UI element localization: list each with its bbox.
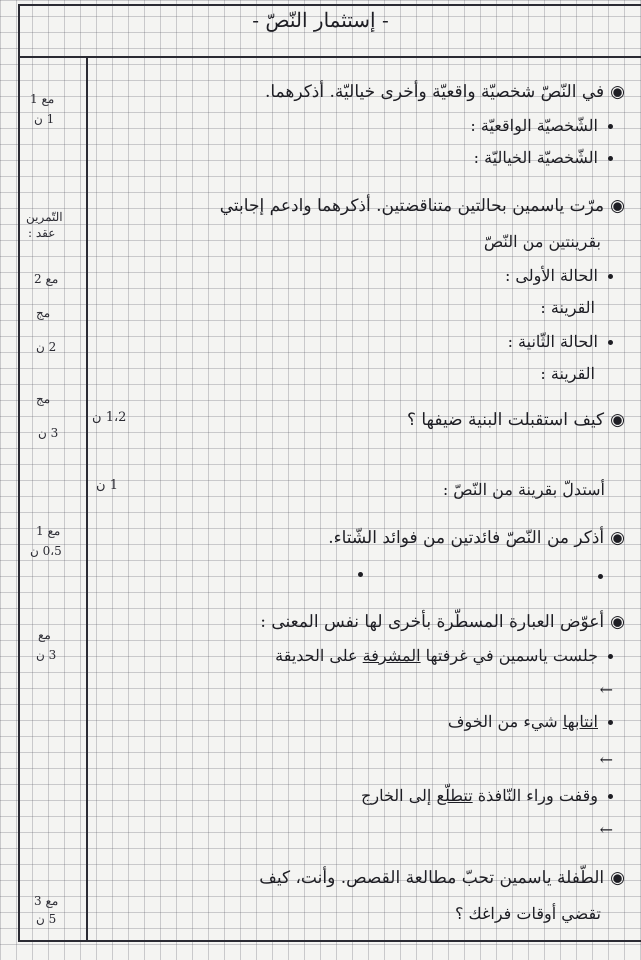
question-6-text: الطّفلة ياسمين تحبّ مطالعة القصص. وأنت، كيف [259,868,605,888]
q2-text2: بقرينتين من النّصّ [483,232,601,251]
arrow-icon: ← [599,680,613,699]
arrow-icon: ← [599,750,613,769]
margin-note: 3 ن [38,426,59,440]
q2-line-0 [484,232,601,251]
q2-line-3-text: الحالة الثّانية : [507,332,598,351]
q6-line-1 [455,904,601,923]
margin-note: التّمرين [26,210,63,224]
bullet [608,156,613,161]
question-3 [407,410,625,430]
q5-sentence-2 [448,712,613,731]
bullet [608,720,613,725]
bullet [608,124,613,129]
q2-line-2-text: القرينة : [540,298,595,317]
margin-note: مع [38,628,51,642]
margin-note: 3 ن [36,648,57,662]
question-marker: ◉ [610,82,625,102]
margin-note: 0،5 ن [30,544,62,558]
q5-s3-underlined: تتطلّع [436,786,473,805]
q2-line-3 [508,332,613,351]
q5-s1-post: على الحديقة [275,646,358,665]
bullet [608,794,613,799]
margin-note: مع 2 [34,272,59,286]
margin-note: مع 1 [36,524,61,538]
title-rule [18,56,641,58]
margin-note: مع 1 [30,92,55,106]
q5-s1-pre: جلست ياسمين في غرفتها [425,646,598,665]
question-6 [259,868,625,888]
arrow-icon: ← [599,820,613,839]
top-border [18,4,641,6]
question-marker: ◉ [610,528,625,548]
q3-line-1-text: أستدلّ بقرينة من النّصّ : [442,480,605,499]
q5-sentence-3 [361,786,613,805]
question-2 [220,196,625,216]
q2-line-4-text: القرينة : [540,364,595,383]
left-border [18,4,20,942]
q1-line-2-text: الشّخصيّة الخياليّة : [473,148,598,167]
margin-note: مج [36,306,51,320]
bullet [358,572,363,577]
question-marker: ◉ [610,612,625,632]
q5-s2-post: شيء من الخوف [447,712,558,731]
page-title: - إستثمار النّصّ - [252,8,389,32]
q1-line-2 [474,148,613,167]
question-2-text: مرّت ياسمين بحالتين متناقضتين. أذكرهما وادعم إجابتي [219,196,605,216]
question-marker: ◉ [610,868,625,888]
bullet [608,274,613,279]
question-marker: ◉ [610,196,625,216]
question-marker: ◉ [610,410,625,430]
margin-note: 1 ن [96,478,118,493]
q5-s3-pre: وقفت وراء النّافذة [477,786,598,805]
q1-line-1 [470,116,613,135]
q2-line-1-text: الحالة الأولى : [504,266,598,285]
margin-rule [86,56,88,942]
q6-text2: تقضي أوقات فراغك ؟ [454,904,601,923]
bullet [608,340,613,345]
q5-s1-underlined: المشرفة [362,646,421,665]
margin-note: 1،2 ن [92,410,127,425]
margin-note: عقد : [28,226,56,240]
question-1 [265,82,625,102]
q5-s2-underlined: انتابها [562,712,598,731]
question-1-text: في النّصّ شخصيّة واقعيّة وأخرى خياليّة. أذكرهما. [264,82,605,102]
question-4-text: أذكر من النّصّ فائدتين من فوائد الشّتاء. [328,528,605,548]
q2-line-1 [505,266,613,285]
margin-note: مع 3 [34,894,59,908]
margin-note: 2 ن [36,340,57,354]
margin-note: مج [36,392,51,406]
q5-sentence-1 [275,646,613,665]
q3-line-1 [443,480,605,499]
question-5-text: أعوّض العبارة المسطّرة بأخرى لها نفس المعنى : [260,612,605,632]
bullet [608,654,613,659]
q5-s3-post: إلى الخارج [361,786,432,805]
q2-line-4 [540,364,595,383]
question-3-text: كيف استقبلت البنية ضيفها ؟ [406,410,605,430]
q2-line-2 [540,298,595,317]
margin-note: 1 ن [34,112,55,126]
bullet [598,574,603,579]
margin-note: 5 ن [36,912,57,926]
q1-line-1-text: الشّخصيّة الواقعيّة : [470,116,598,135]
question-4 [328,528,625,548]
question-5 [260,612,625,632]
bottom-border [18,940,641,942]
